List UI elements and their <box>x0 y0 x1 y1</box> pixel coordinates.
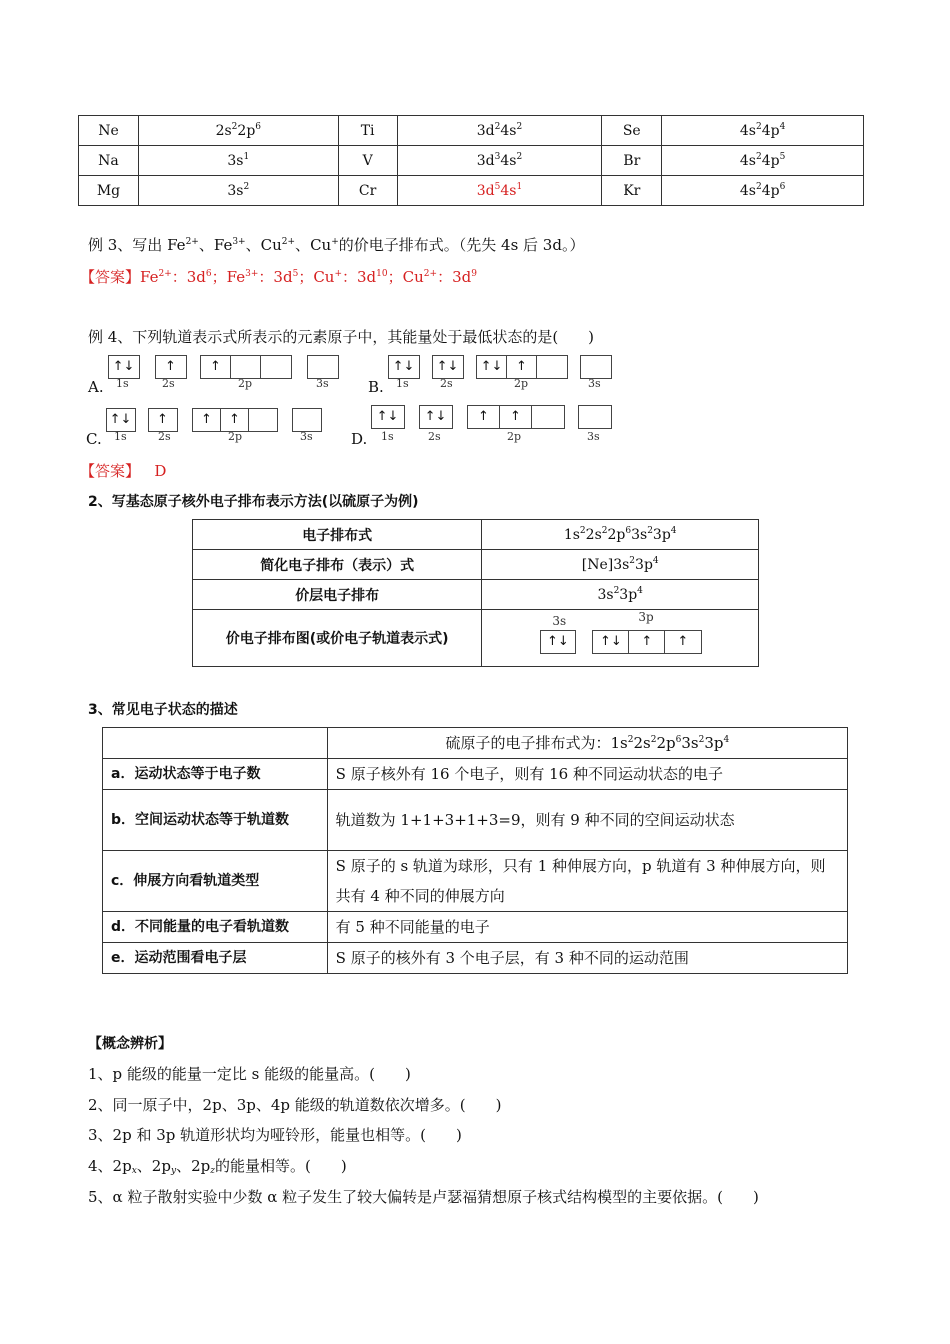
option-label: D. <box>351 430 368 448</box>
orbital-cell: ↑ <box>165 359 176 374</box>
orbital-cell <box>261 356 290 378</box>
orbital-cell: ↑↓ <box>593 631 629 653</box>
orbital-label: 1s <box>116 377 129 390</box>
orbital-box <box>148 408 178 432</box>
orbital-cell: ↑↓ <box>109 412 132 427</box>
orbital-label: 2p <box>238 377 253 390</box>
concept-item-1: 1、p 能级的能量一定比 s 能级的能量高。( ) <box>88 1065 411 1083</box>
example3-question: 例 3、写出 $Fe^{2+}$、$Fe^{3+}$、$Cu^{2+}$、Cu+的价电子排布式。（先失 4s 后 3d。） <box>88 236 585 254</box>
row-label: 价层电子排布 <box>193 580 482 610</box>
orbital-label: 2s <box>428 430 441 443</box>
valence-orbital-diagram <box>482 610 758 666</box>
header-empty <box>103 728 328 759</box>
table-row <box>193 610 759 667</box>
element-symbol: Kr <box>602 176 662 206</box>
orbital-label: 2p <box>228 430 243 443</box>
orbital-label: 2s <box>440 377 453 390</box>
orbital-box <box>467 405 565 429</box>
element-symbol: Ne <box>79 116 139 146</box>
orbital-cell <box>532 406 563 428</box>
orbital-box <box>578 405 612 429</box>
orbital-box <box>476 355 568 379</box>
table-row <box>79 146 864 176</box>
orbital-cell: ↑ <box>201 356 231 378</box>
section3-heading: 3、常见电子状态的描述 <box>88 702 238 718</box>
row-label: 简化电子排布（表示）式 <box>193 550 482 580</box>
table-row <box>79 116 864 146</box>
row-text: 轨道数为 1+1+3+1+3=9，则有 9 种不同的空间运动状态 <box>327 790 847 851</box>
orbital-cell: ↑↓ <box>424 409 447 424</box>
orbital-label: 3s <box>300 430 313 443</box>
option-label: A. <box>88 378 104 396</box>
table-row <box>193 550 759 580</box>
row-label: 电子排布式 <box>193 520 482 550</box>
electron-config: $4s^24p^6$ <box>662 176 864 206</box>
element-symbol: Se <box>602 116 662 146</box>
orbital-cell: ↑ <box>629 631 665 653</box>
electron-config: $3d^34s^2$ <box>397 146 602 176</box>
row-label: c．伸展方向看轨道类型 <box>103 851 328 912</box>
element-symbol: Cr <box>338 176 397 206</box>
row-text: S 原子的核外有 3 个电子层，有 3 种不同的运动范围 <box>327 943 847 974</box>
orbital-label: 2s <box>158 430 171 443</box>
table-row <box>103 943 848 974</box>
orbital-box <box>371 405 405 429</box>
orbital-cell: ↑ <box>157 412 168 427</box>
example4-answer: 【答案】 D <box>80 462 167 480</box>
row-value: $[Ne]3s^23p^4$ <box>482 550 759 580</box>
table-header-row <box>103 728 848 759</box>
orbital-label: 1s <box>381 430 394 443</box>
orbital-box <box>540 630 576 654</box>
electron-config: $2s^22p^6$ <box>138 116 338 146</box>
section2-heading: 2、写基态原子核外电子排布表示方法(以硫原子为例) <box>88 494 419 510</box>
orbital-box <box>106 408 136 432</box>
sulfur-representation-table <box>192 519 759 667</box>
element-symbol: Br <box>602 146 662 176</box>
example3-answer: 【答案】$Fe^{2+}$：$3d^6$；$Fe^{3+}$：$3d^5$；Cu+：$3d^{10}$；$Cu^{2+}$：$3d^9$ <box>80 268 477 286</box>
orbital-cell <box>231 356 261 378</box>
concept-item-4: 4、$2p_x$、$2p_y$、$2p_z$的能量相等。( ) <box>88 1157 347 1176</box>
row-value: $3s^23p^4$ <box>482 580 759 610</box>
orbital-box <box>592 630 702 654</box>
orbital-label: 3p <box>638 610 654 624</box>
orbital-cell: ↑↓ <box>392 359 415 374</box>
orbital-cell: ↑ <box>507 356 537 378</box>
orbital-label: 1s <box>396 377 409 390</box>
table-row <box>103 759 848 790</box>
orbital-cell: ↑ <box>468 406 500 428</box>
orbital-cell <box>579 406 610 428</box>
electron-config: $3d^24s^2$ <box>397 116 602 146</box>
row-label: e．运动范围看电子层 <box>103 943 328 974</box>
orbital-box <box>192 408 278 432</box>
table-row <box>103 912 848 943</box>
orbital-label: 3s <box>587 430 600 443</box>
row-value: $1s^22s^22p^63s^23p^4$ <box>482 520 759 550</box>
orbital-cell: ↑ <box>677 634 689 649</box>
orbital-label: 2p <box>507 430 522 443</box>
element-symbol: Mg <box>79 176 139 206</box>
orbital-box <box>388 355 420 379</box>
row-text: S 原子核外有 16 个电子，则有 16 种不同运动状态的电子 <box>327 759 847 790</box>
concept-heading: 【概念辨析】 <box>88 1036 172 1052</box>
electron-config: $3s^2$ <box>138 176 338 206</box>
element-symbol: Ti <box>338 116 397 146</box>
row-text: S 原子的 s 轨道为球形，只有 1 种伸展方向，p 轨道有 3 种伸展方向，则共有 4 种不同的伸展方向 <box>327 851 847 912</box>
element-symbol: V <box>338 146 397 176</box>
element-symbol: Na <box>79 146 139 176</box>
electron-config: $3d^54s^1$ <box>397 176 602 206</box>
row-value <box>482 610 759 667</box>
row-label: 价电子排布图(或价电子轨道表示式) <box>193 610 482 667</box>
orbital-label: 1s <box>114 430 127 443</box>
config-table <box>78 115 864 206</box>
concept-item-3: 3、2p 和 3p 轨道形状均为哑铃形，能量也相等。( ) <box>88 1126 462 1144</box>
orbital-cell: ↑↓ <box>376 409 399 424</box>
electron-state-table <box>102 727 848 974</box>
orbital-label: 3s <box>552 614 567 628</box>
table-row <box>79 176 864 206</box>
electron-config: $3s^1$ <box>138 146 338 176</box>
electron-config: $4s^24p^4$ <box>662 116 864 146</box>
orbital-box <box>419 405 453 429</box>
row-label: a．运动状态等于电子数 <box>103 759 328 790</box>
example4-question: 例 4、下列轨道表示式所表示的元素原子中，其能量处于最低状态的是( ) <box>88 328 595 346</box>
orbital-label: 3s <box>316 377 329 390</box>
row-label: b．空间运动状态等于轨道数 <box>103 790 328 851</box>
orbital-cell <box>249 409 276 431</box>
orbital-box <box>200 355 292 379</box>
concept-item-5: 5、α 粒子散射实验中少数 α 粒子发生了较大偏转是卢瑟福猜想原子核式结构模型的主要依据。( ) <box>88 1188 759 1206</box>
orbital-label: 2p <box>514 377 529 390</box>
concept-item-2: 2、同一原子中，2p、3p、4p 能级的轨道数依次增多。( ) <box>88 1096 502 1114</box>
header-config: 硫原子的电子排布式为：$1s^22s^22p^63s^23p^4$ <box>327 728 847 759</box>
orbital-label: 2s <box>162 377 175 390</box>
electron-config: $4s^24p^5$ <box>662 146 864 176</box>
orbital-box <box>432 355 464 379</box>
orbital-cell: ↑↓ <box>477 356 507 378</box>
orbital-cell: ↑↓ <box>112 359 135 374</box>
table-row <box>193 580 759 610</box>
orbital-label: 3s <box>588 377 601 390</box>
table-row <box>193 520 759 550</box>
option-label: C. <box>86 430 102 448</box>
row-text: 有 5 种不同能量的电子 <box>327 912 847 943</box>
orbital-cell: ↑ <box>500 406 532 428</box>
orbital-box <box>580 355 612 379</box>
orbital-cell <box>581 356 610 378</box>
orbital-cell <box>293 409 320 431</box>
orbital-cell <box>308 356 337 378</box>
row-label: d．不同能量的电子看轨道数 <box>103 912 328 943</box>
option-label: B. <box>368 378 384 396</box>
orbital-cell <box>537 356 566 378</box>
orbital-box <box>108 355 140 379</box>
table-row <box>103 790 848 851</box>
orbital-cell: ↑ <box>221 409 249 431</box>
table-row <box>103 851 848 912</box>
orbital-box <box>155 355 187 379</box>
orbital-cell: ↑ <box>193 409 221 431</box>
orbital-box <box>292 408 322 432</box>
orbital-cell: ↑↓ <box>436 359 459 374</box>
orbital-cell: ↑↓ <box>546 634 569 649</box>
orbital-box <box>307 355 339 379</box>
